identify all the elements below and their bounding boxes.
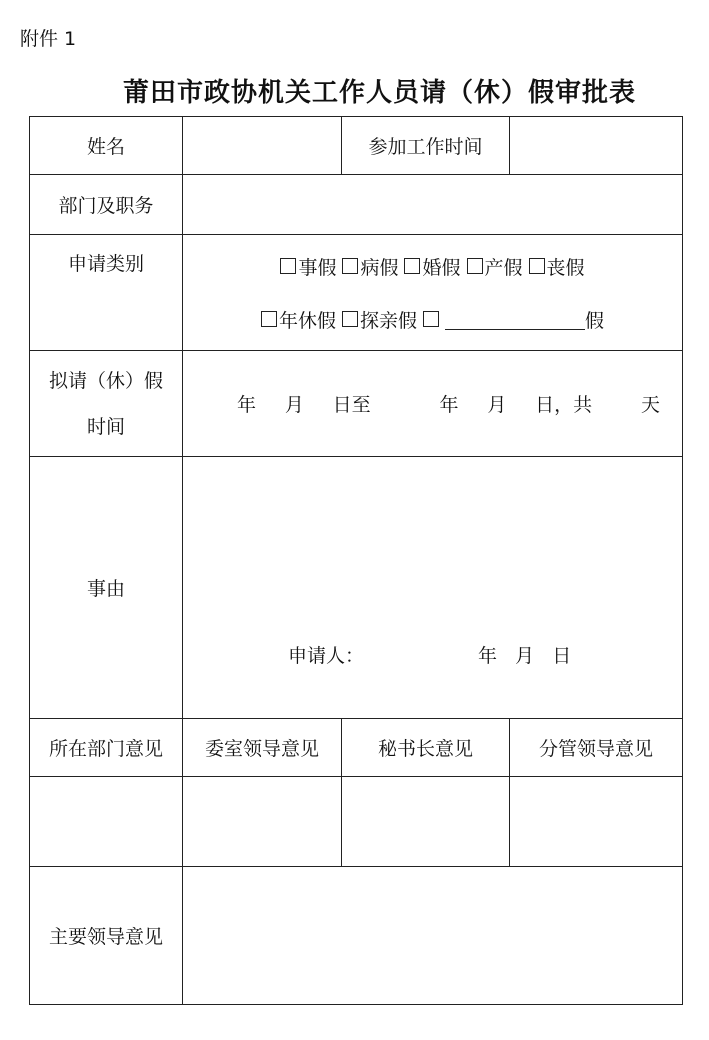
checkbox-icon[interactable] (342, 258, 358, 274)
secretary-general-opinion-header: 秘书长意见 (342, 719, 510, 777)
checkbox-icon[interactable] (280, 258, 296, 274)
period-value-cell[interactable]: 年 月 日至 年 月 日，共 天 (183, 351, 683, 457)
category-option[interactable]: 探亲假 (342, 306, 417, 333)
category-option[interactable]: 丧假 (529, 253, 585, 280)
work-start-label: 参加工作时间 (342, 117, 510, 175)
supervising-leader-opinion-cell[interactable] (510, 777, 683, 867)
checkbox-icon[interactable] (342, 311, 358, 327)
applicant-signature-line: 申请人： 年 月 日 (288, 641, 364, 668)
name-label: 姓名 (30, 117, 183, 175)
other-type-blank[interactable] (445, 309, 585, 330)
checkbox-icon[interactable] (529, 258, 545, 274)
leave-approval-table (29, 116, 683, 1005)
category-options-cell (183, 235, 683, 351)
secretary-general-opinion-cell[interactable] (342, 777, 510, 867)
dept-label: 部门及职务 (30, 175, 183, 235)
period-label: 拟请（休）假 时间 (30, 351, 183, 457)
category-option[interactable]: 婚假 (404, 253, 460, 280)
committee-opinion-cell[interactable] (183, 777, 342, 867)
checkbox-icon[interactable] (261, 311, 277, 327)
form-title: 莆田市政协机关工作人员请（休）假审批表 (122, 78, 636, 108)
attachment-label: 附件 1 (20, 28, 77, 50)
category-option[interactable]: 事假 (280, 253, 336, 280)
category-option[interactable]: 病假 (342, 253, 398, 280)
category-option-other[interactable]: 假 (423, 306, 604, 333)
committee-opinion-header: 委室领导意见 (183, 719, 342, 777)
category-option[interactable]: 产假 (467, 253, 523, 280)
dept-opinion-cell[interactable] (30, 777, 183, 867)
dept-opinion-header: 所在部门意见 (30, 719, 183, 777)
category-option[interactable]: 年休假 (261, 306, 336, 333)
main-leader-opinion-cell[interactable] (183, 867, 683, 1005)
reason-label: 事由 (30, 457, 183, 719)
supervising-leader-opinion-header: 分管领导意见 (510, 719, 683, 777)
category-label: 申请类别 (30, 235, 183, 351)
reason-value-cell[interactable] (183, 457, 683, 719)
checkbox-icon[interactable] (467, 258, 483, 274)
applicant-date: 年 月 日 (478, 645, 572, 667)
checkbox-icon[interactable] (404, 258, 420, 274)
work-start-value-cell[interactable] (510, 117, 683, 175)
main-leader-label: 主要领导意见 (30, 867, 183, 1005)
dept-value-cell[interactable] (183, 175, 683, 235)
checkbox-icon[interactable] (423, 311, 439, 327)
name-value-cell[interactable] (183, 117, 342, 175)
